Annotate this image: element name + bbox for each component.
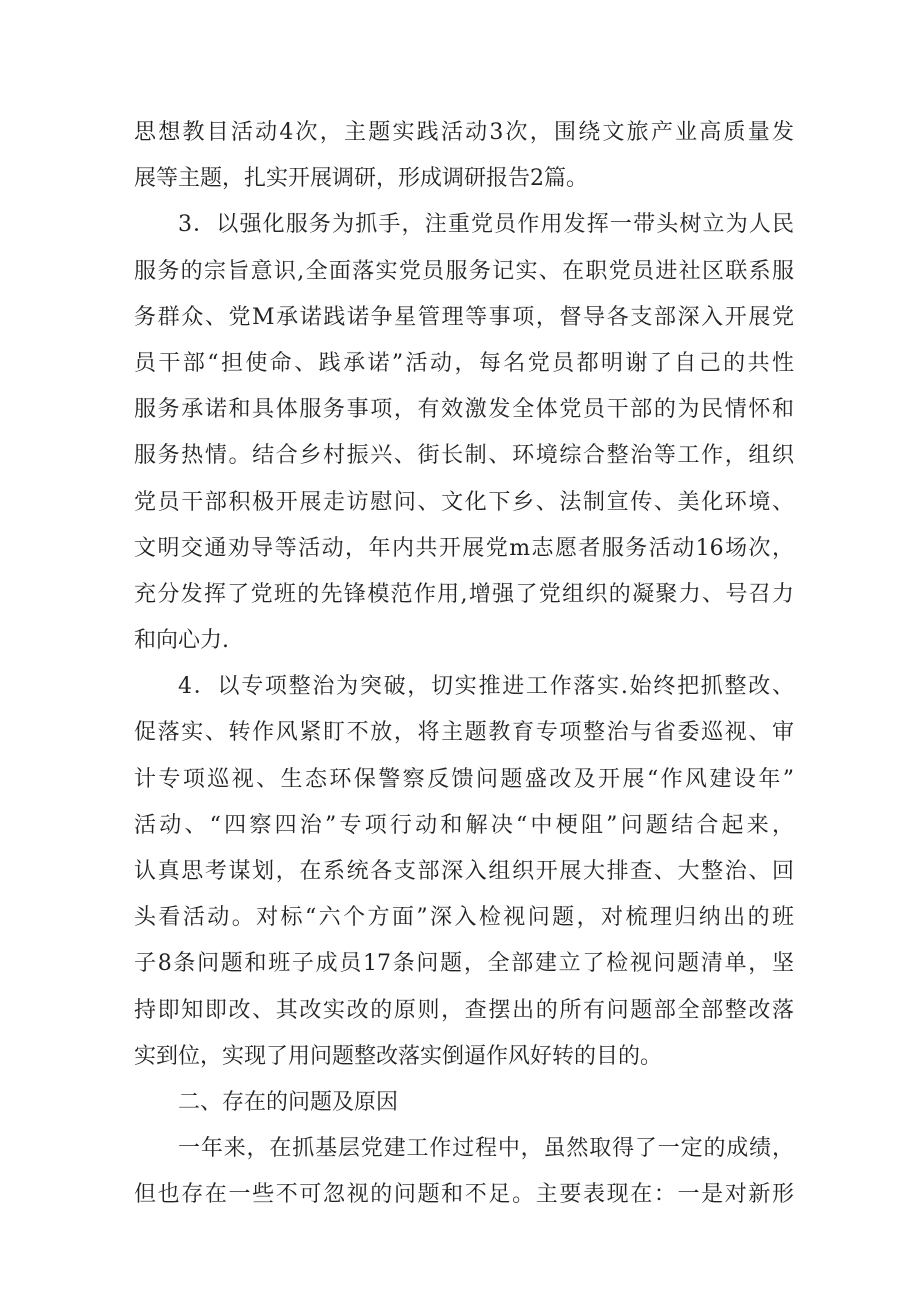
paragraph-line: 服务热情。结合乡村振兴、街长制、环境综合整治等工作，组织 — [134, 443, 794, 469]
paragraph-line: 活动、“四察四治”专项行动和解决“中梗阻”问题结合起来， — [134, 812, 794, 838]
paragraph-line: 促落实、转作风紧盯不放，将主题教育专项整治与省委巡视、审 — [134, 720, 794, 746]
paragraph-line: 子8条问题和班子成员17条问题，全部建立了检视问题清单，坚 — [134, 951, 794, 977]
paragraph-line: 实到位，实现了用问题整改落实倒逼作风好转的目的。 — [134, 1043, 663, 1069]
paragraph-line: 展等主题，扎实开展调研，形成调研报告2篇。 — [134, 166, 588, 192]
document-body — [134, 110, 794, 1219]
paragraph-line: 计专项巡视、生态环保警察反馈问题盛改及开展“作风建设年” — [134, 766, 794, 792]
paragraph-line: 持即知即改、其改实改的原则，查摆出的所有问题部全部整改落 — [134, 997, 794, 1023]
paragraph-line: 4．以专项整治为突破，切实推进工作落实.始终把抓整改、 — [178, 674, 794, 700]
paragraph-line: 认真思考谋划，在系统各支部深入组织开展大排查、大整治、回 — [134, 859, 794, 884]
paragraph-line: 思想教目活动4次，主题实践活动3次，围绕文旅产业高质量发 — [134, 120, 794, 145]
paragraph-line: 服务的宗旨意识,全面落实党员服务记实、在职党员进社区联系服 — [134, 258, 794, 284]
section-heading: 二、存在的问题及原因 — [178, 1089, 399, 1115]
paragraph-line: 服务承诺和具体服务事项，有效激发全体党员干部的为民情怀和 — [134, 397, 794, 423]
paragraph-line: 头看活动。对标“六个方面”深入检视问题，对梳理归纳出的班 — [134, 905, 794, 931]
paragraph-line: 文明交通劝导等活动，年内共开展党m志愿者服务活动16场次， — [134, 535, 794, 561]
paragraph-line: 党员干部积极开展走访慰问、文化下乡、法制宣传、美化环境、 — [134, 489, 794, 515]
paragraph-line: 员干部“担使命、践承诺”活动，每名党员都明谢了自己的共性 — [134, 350, 794, 376]
paragraph-line: 3．以强化服务为抓手，注重党员作用发挥一带头树立为人民 — [178, 212, 794, 238]
paragraph-line: 务群众、党M承诺践诺争星管理等事项，督导各支部深入开展党 — [134, 304, 794, 330]
paragraph-line: 一年来，在抓基层党建工作过程中，虽然取得了一定的成绩， — [178, 1136, 794, 1162]
paragraph-line: 和向心力. — [134, 628, 229, 654]
paragraph-line: 但也存在一些不可忽视的问题和不足。主要表现在：一是对新形 — [134, 1182, 794, 1208]
paragraph-line: 充分发挥了党班的先锋模范作用,增强了党组织的凝聚力、号召力 — [134, 581, 794, 607]
